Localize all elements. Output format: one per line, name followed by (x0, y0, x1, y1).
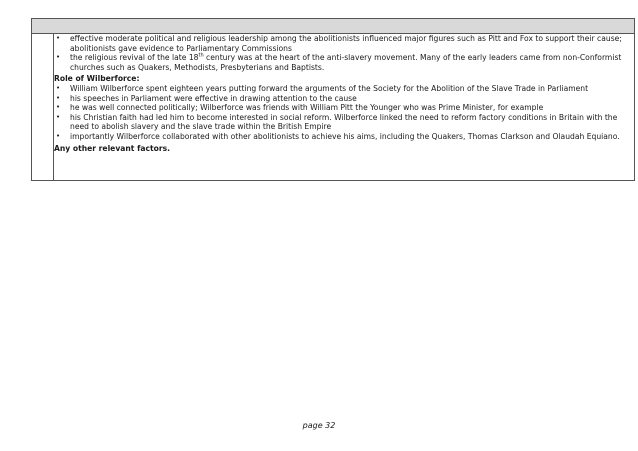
list-item (54, 103, 632, 113)
list-item (54, 34, 632, 53)
bullet-icon: • (56, 93, 61, 102)
list-item-text: effective moderate political and religious leadership among the abolitionists influenced major figures such as Pitt and Fox to support their cause; abolitionists gave evidence to Parliamentary Commissions (70, 34, 622, 53)
list-item-text: his Christian faith had led him to become interested in social reform. Wilberforce linked the need to reform factory conditions in Britain with the need to abolish slavery and the slave trade within the British Empire (70, 112, 618, 132)
bullet-icon: • (56, 131, 61, 140)
list-item-text: William Wilberforce spent eighteen years putting forward the arguments of the Society for the Abolition of the Slave Trade in Parliament (70, 83, 589, 93)
marking-table (31, 18, 635, 181)
bullet-icon: • (56, 53, 61, 62)
list-item-text: importantly Wilberforce collaborated with other abolitionists to achieve his aims, including the Quakers, Thomas Clarkson and Olaudah Equiano. (70, 131, 620, 141)
factor-list (54, 34, 632, 72)
bullet-icon: • (56, 112, 61, 121)
list-item-text-part: century was at the heart of the anti-slavery movement. Many of the early leaders came from non-Conformist churches such as Quakers, Methodists, Presbyterians and Baptists. (70, 53, 622, 72)
page-number: page 32 (302, 421, 336, 430)
wilberforce-list (54, 84, 632, 142)
list-item (54, 94, 632, 104)
table-left-column (32, 33, 54, 180)
superscript-ordinal: th (198, 52, 204, 59)
section-heading: Role of Wilberforce: (54, 74, 140, 84)
list-item (54, 84, 632, 94)
bullet-icon: • (56, 83, 61, 92)
table-header-row (32, 19, 634, 34)
list-item-text: his speeches in Parliament were effective in drawing attention to the cause (70, 93, 357, 103)
closing-note: Any other relevant factors. (54, 143, 170, 153)
list-item-text: he was well connected politically; Wilberforce was friends with William Pitt the Younger who was Prime Minister, for example (70, 103, 544, 113)
table-content-cell (54, 34, 632, 178)
list-item (54, 113, 632, 132)
list-item (54, 53, 632, 72)
bullet-icon: • (56, 103, 61, 112)
bullet-icon: • (56, 34, 61, 42)
list-item-text-part: the religious revival of the late 18 (70, 53, 199, 63)
list-item (54, 132, 632, 142)
